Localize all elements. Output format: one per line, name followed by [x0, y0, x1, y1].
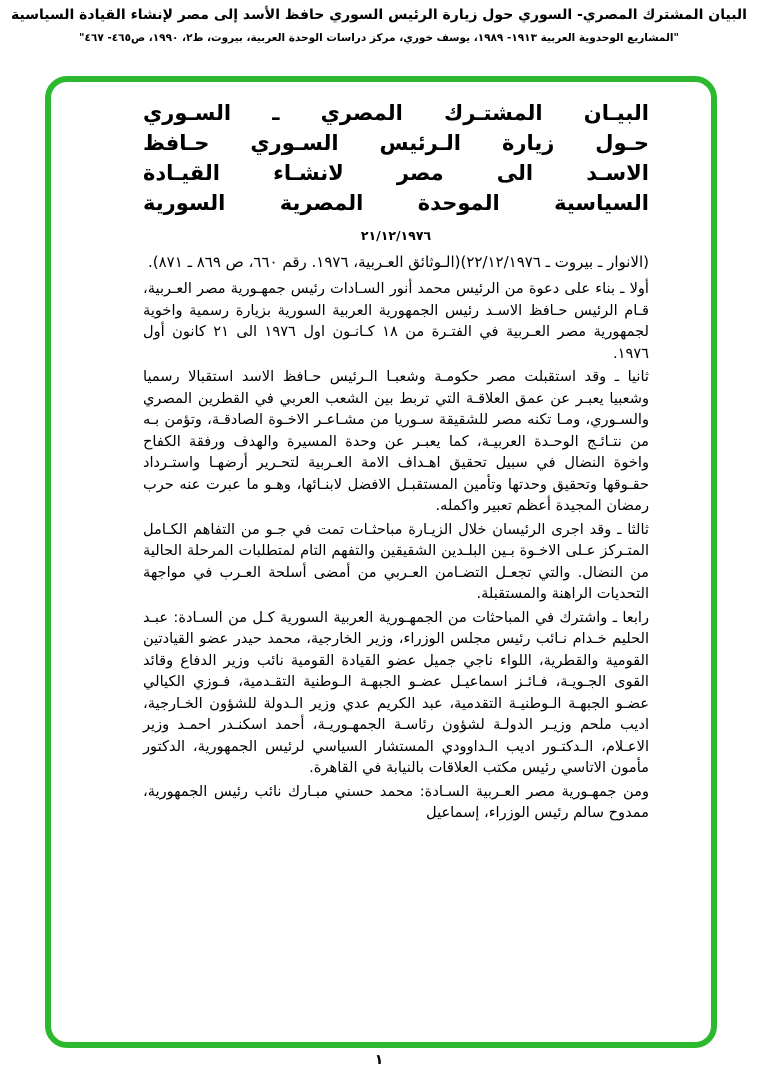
paragraph-fourth: رابعا ـ واشترك في المباحثات من الجمهـورية العربية السورية كـل من السـادة: عبـد الحليم خـدام نـائب رئيس مجلس الوزراء، وزير الخارجية، محمد حيدر عضو القيادتين القومية والقطرية، اللواء ناجي جميل عضو القيادة القومية نائب وزير الدفاع وقائد القوى الجـويـة، فـائـز اسماعيـل عضـو الجبهـة الـوطنية التقـدمية، فـوزي الكيالي عضـو الجبهـة الـوطنيـة التقدمية، عبد الكريم عدي وزير الـدولة للشؤون الخـارجية، اديب ملحم وزيـر الدولـة لشؤون رئاسـة الجمهـوريـة، أحمد اسكنـدر احمـد وزير الاعـلام، الـدكتـور اديب الـداوودي المستشار السياسي لرئيس الجمهورية، الدكتور مأمون الاتاسي رئيس مكتب العلاقات بالنيابة في القاهرة. [143, 608, 649, 776]
paragraph-second: ثانيا ـ وقد استقبلت مصر حكومـة وشعبـا الـرئيس حـافظ الاسد استقبالا رسميا وشعبيا يعبـر عن عمق العلاقـة التي تربط بين الشعب العربي في القطرين المصري والسـوري، ومـا تكنه مصر للشقيقة سـوريا من مشـاعـر الاخـوة الصادقـة، وتؤمن بـه من نتـائـج الوحـدة العربيـة، كما يعبـر عن وحدة المسيرة والهدف ورفقة الكفاح واخوة النضال في سبيل تحقيق اهـداف الامة العـربية لتحـرير أرضهـا واستـرداد حقـوقها وتحقيق وحدتها وتأمين المستقبـل الافضل لابنـائها، وهـو ما عبرت عنه حرب رمضان المجيدة أعظم تعبير واكمله. [143, 368, 649, 514]
document-date: ٢١/١٢/١٩٧٦ [360, 228, 432, 243]
page-header [0, 0, 758, 45]
paragraph-fifth: ومن جمهـورية مصر العـربية السـادة: محمد حسني مبـارك نائب رئيس الجمهورية، ممدوح سالم رئيس الوزراء، إسماعيل [143, 782, 649, 821]
document-source-line: (الانوار ـ بيروت ـ ٢٢/١٢/١٩٧٦)(الـوثائق العـربية، ١٩٧٦. رقم ٦٦٠، ص ٨٦٩ ـ ٨٧١). [148, 253, 649, 271]
document-title-line: حـول زيارة الـرئيس السـوري حـافظ [143, 131, 649, 155]
document-title-line: الاسـد الى مصر لانشـاء القيـادة [143, 161, 649, 185]
paragraph-third: ثالثا ـ وقد اجرى الرئيسان خلال الزيـارة مباحثـات تمت في جـو من التفاهم الكـامل المتـركز عـلى الاخـوة بـين البلـدين الشقيقين والتفهم التام لمتطلبات المرحلة الحالية من النضال. والتي تجعـل التضـامن العـربي من أمضى أسلحة العـرب في مواجهة التحديات الراهنة والمستقبلة. [143, 520, 649, 602]
document-body [143, 278, 649, 824]
header-title: البيان المشترك المصري- السوري حول زيارة الرئيس السوري حافظ الأسد إلى مصر لإنشاء القيادة السياسية [11, 7, 747, 23]
green-border-frame [45, 76, 717, 1048]
document-title-line: السياسية الموحدة المصرية السورية [143, 191, 649, 215]
document-content [51, 82, 711, 824]
document-title [143, 98, 649, 218]
document-title-line: البيـان المشتـرك المصري ـ السـوري [143, 101, 649, 125]
paragraph-first: أولا ـ بناء على دعوة من الرئيس محمد أنور السـادات رئيس جمهـورية مصر العـربية، قـام الرئيس حـافظ الاسـد رئيس الجمهورية العربية السورية بزيارة رسمية واخوية لجمهورية مصر العـربية في الفتـرة من ١٨ كـانـون اول ١٩٧٦ الى ٢١ كانون أول ١٩٧٦. [143, 280, 649, 362]
header-citation: "المشاريع الوحدوية العربية ١٩١٣- ١٩٨٩، يوسف خوري، مركز دراسات الوحدة العربية، بيروت، ط٢، ١٩٩٠، ص٤٦٥- ٤٦٧" [79, 32, 679, 44]
page-number: ١ [374, 1052, 384, 1068]
